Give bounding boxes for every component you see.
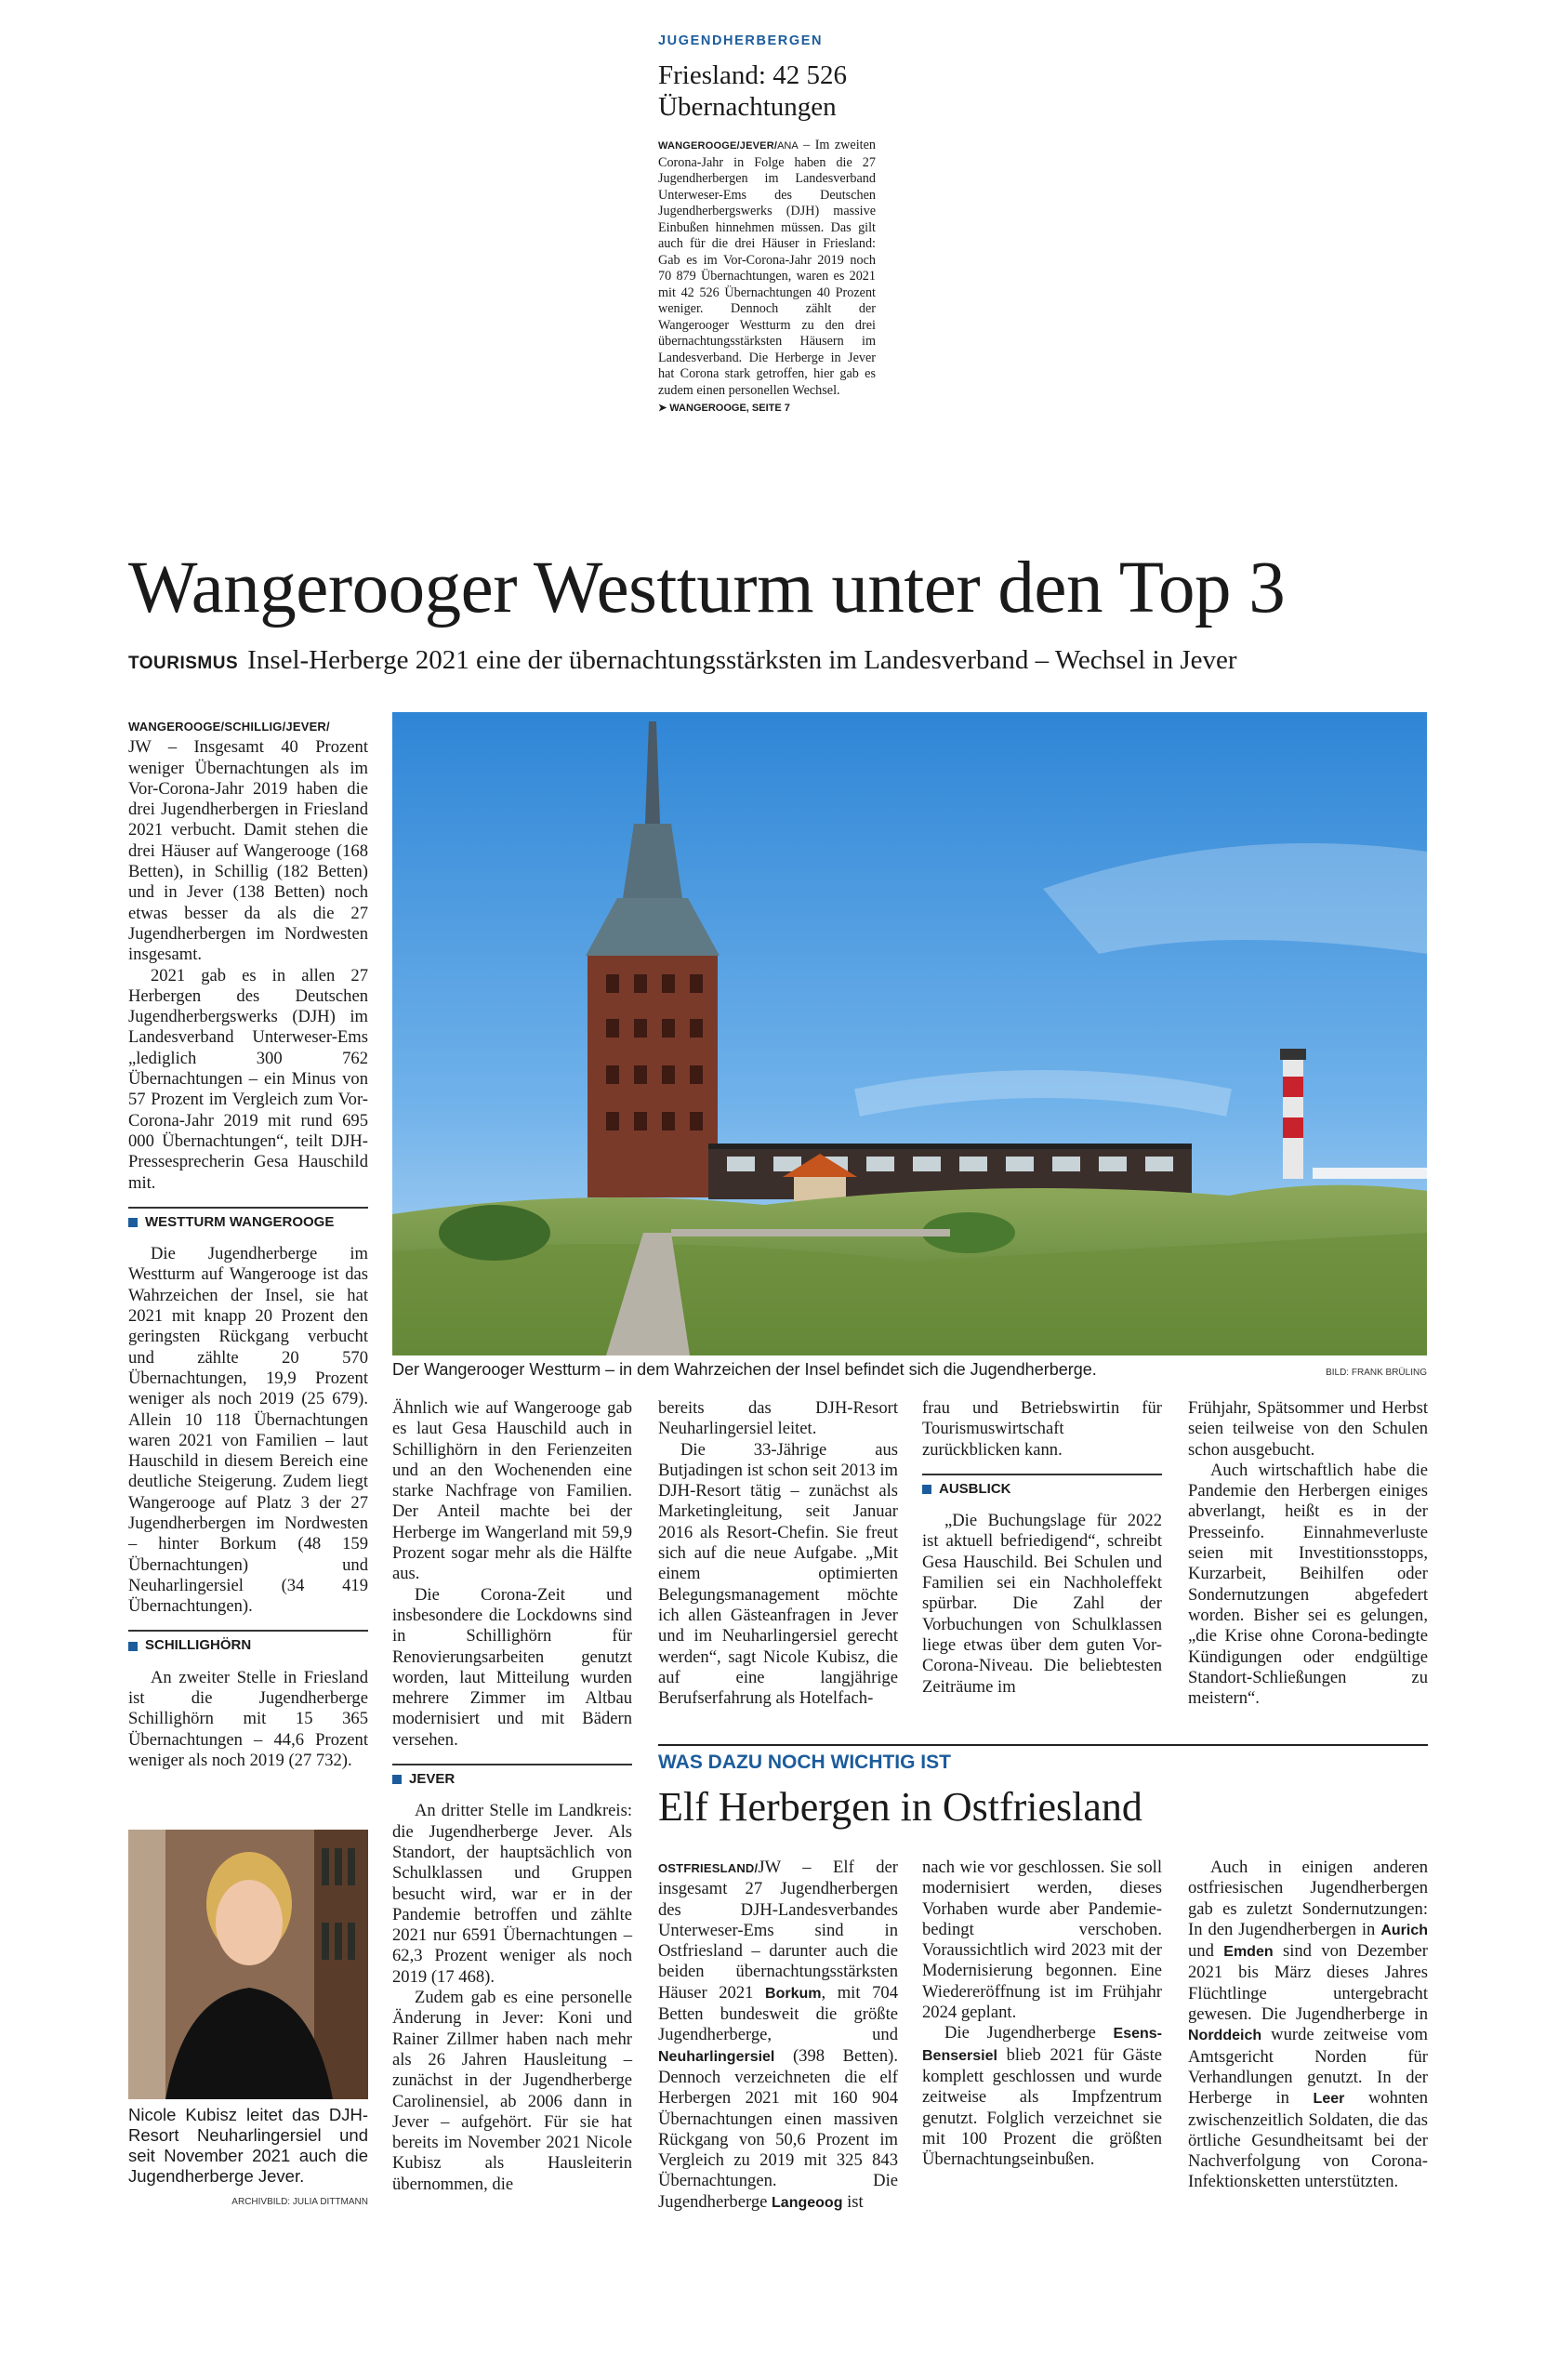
highlight-emden: Emden bbox=[1223, 1944, 1274, 1961]
portrait-credit: ARCHIVBILD: JULIA DITTMANN bbox=[231, 2197, 368, 2207]
main-paragraph-2: 2021 gab es in allen 27 Herbergen des Deutschen Jugendherbergswerks (DJH) im Landesverband Unterweser-Ems „lediglich 300 762 Übernachtungen – ein Minus von 57 Prozent im Vergleich zum Vor-Corona-Jahr 2019 mit rund 695 000 Übernachtungen“, teilt DJH-Pressesprecherin Gesa Hauschild mit. bbox=[128, 965, 368, 1193]
westturm-illustration bbox=[392, 712, 1427, 1355]
teaser-text: Im zweiten Corona-Jahr in Folge haben die 27 Jugendherbergen im Landesverband Unterweser-Ems des Deutschen Jugendherbergswerks (DJH) massive Einbußen hinnehmen müssen. Das gilt auch für die drei Häuser in Friesland: Gab es im Vor-Corona-Jahr 2019 noch 70 879 Übernachtungen, waren es 2021 mit 42 526 Übernachtungen 40 Prozent weniger. Dennoch zählt der Wangerooger Westturm zu den drei übernachtungsstärksten Häusern im Landesverband. Die Herberge in Jever hat Corona stark getroffen, hier gab es zudem einen personellen Wechsel. bbox=[658, 138, 876, 398]
teaser-reference[interactable]: ➤ WANGEROOGE, SEITE 7 bbox=[658, 403, 790, 414]
main-paragraph-3: Die Jugendherberge im Westturm auf Wangerooge ist das Wahrzeichen der Insel, sie hat 2021 mit knapp 20 Prozent den geringsten Rückgang verbucht und zählte 20 570 Übernachtungen, 19,9 Prozent weniger als noch 2019 (25 679). Allein 10 118 Übernachtungen waren 2021 von Familien – laut Hauschild in diesem Bereich eine deutliche Steigerung. Zudem liegt Wangerooge auf Platz 3 der 27 Jugendherbergen im Nordwesten – hinter Borkum (48 159 Übernachtungen) und Neuharlingersiel (34 419 Übernachtungen). bbox=[128, 1244, 368, 1617]
col2-paragraph-1: Ähnlich wie auf Wangerooge gab es laut Gesa Hauschild auch in Schillighörn in den Ferienzeiten und an den Wochenenden eine starke Nachfrage von Familien. Der Anteil machte bei der Herberge im Wangerland mit 59,9 Prozent sogar mehr als die Hälfte aus. bbox=[392, 1398, 632, 1584]
highlight-langeoog: Langeoog bbox=[772, 2194, 843, 2211]
portrait-illustration bbox=[128, 1830, 368, 2099]
photo-caption: Der Wangerooger Westturm – in dem Wahrzeichen der Insel befindet sich die Jugendherberge. bbox=[392, 1360, 1097, 1379]
subheadline bbox=[128, 645, 1430, 676]
col5-paragraph-2: Auch wirtschaftlich habe die Pandemie den Herbergen einiges abverlangt, heißt es in der Presseinfo. Einnahmeverluste seien mit Investitionsstopps, Kurzarbeit, Beihilfen oder Sondernutzungen abgefedert worden. Bisher sei es gelungen, „die Krise ohne Corona-bedingte Kündigungen oder endgültige Standort-Schließungen zu meistern“. bbox=[1188, 1460, 1428, 1709]
main-paragraph-4: An zweiter Stelle in Friesland ist die Jugendherberge Schillighörn mit 15 365 Übernachtungen – 44,6 Prozent weniger als noch 2019 (27 732). bbox=[128, 1667, 368, 1770]
column-5 bbox=[1188, 1398, 1428, 1709]
subhead-text: Insel-Herberge 2021 eine der übernachtungsstärksten im Landesverband – Wechsel in Jever bbox=[247, 645, 1237, 675]
column-2 bbox=[392, 1398, 632, 2195]
column-4 bbox=[922, 1398, 1162, 1698]
side-headline: Elf Herbergen in Ostfriesland bbox=[658, 1784, 1142, 1830]
col2-paragraph-3: An dritter Stelle im Landkreis: die Jugendherberge Jever. Als Standort, der hauptsächlich von Schulklassen und Gruppen besucht wird, war er in der Pandemie betroffen und zählte 2021 nur 6591 Übernachtungen – 62,3 Prozent weniger als noch 2019 (17 468). bbox=[392, 1801, 632, 1987]
square-bullet-icon bbox=[922, 1485, 931, 1494]
column-3 bbox=[658, 1398, 898, 1709]
portrait-photo bbox=[128, 1830, 368, 2099]
col2-paragraph-4: Zudem gab es eine personelle Änderung in Jever: Koni und Rainer Zillmer haben nach mehr als 26 Jahren Hausleitung – zunächst in der Jugendherberge Carolinensiel, ab 2006 dann in Jever – aufgehört. Für sie hat bereits im November 2021 Nicole Kubisz als Hausleiterin übernommen, die bbox=[392, 1988, 632, 2194]
col5-paragraph-1: Frühjahr, Spätsommer und Herbst seien teilweise von den Schulen schon ausgebucht. bbox=[1188, 1398, 1428, 1460]
square-bullet-icon bbox=[128, 1218, 138, 1227]
side-column-3: Auch in einigen anderen ostfriesischen Jugendherbergen gab es zuletzt Sondernutzungen: In den Jugendherbergen in Aurich und Emden sind von Dezember 2021 bis März dieses Jahres Flüchtlinge untergebracht gewesen. Die Jugendherberge in Norddeich wurde zeitweise vom Amtsgericht Norden für Verhandlungen genutzt. In der Herberge in Leer wohnten zwischenzeitlich Soldaten, die das örtliche Gesundheitsamt bei der Nachverfolgung von Corona-Infektionsketten unterstützten. bbox=[1188, 1858, 1428, 2192]
main-headline: Wangerooger Westturm unter den Top 3 bbox=[128, 548, 1286, 628]
col3-paragraph-1: bereits das DJH-Resort Neuharlingersiel leitet. bbox=[658, 1398, 898, 1439]
highlight-borkum: Borkum bbox=[765, 1985, 822, 2002]
arrow-right-icon: ➤ bbox=[658, 403, 667, 414]
side-column-2: nach wie vor geschlossen. Sie soll modernisiert werden, dieses Vorhaben wurde aber Pandemie-bedingt verschoben. Voraussichtlich wird 2023 mit der Modernisierung begonnen. Eine Wiedereröffnung ist im Frühjahr 2024 geplant. Die Jugendherberge Esens-Bensersiel blieb 2021 für Gäste komplett geschlossen und wurde zeitweise als Impfzentrum genutzt. Folglich verzeichnet sie mit 100 Prozent die größten Übernachtungseinbußen. bbox=[922, 1858, 1162, 2170]
col2-paragraph-2: Die Corona-Zeit und insbesondere die Lockdowns sind in Schillighörn für Renovierungsarbeiten genutzt worden, laut Mitteilung wurden mehrere Zimmer im Altbau modernisiert und mit Bädern versehen. bbox=[392, 1584, 632, 1750]
square-bullet-icon bbox=[392, 1775, 402, 1784]
topic-label: TOURISMUS bbox=[128, 654, 239, 673]
photo-caption-row bbox=[392, 1359, 1427, 1380]
square-bullet-icon bbox=[128, 1642, 138, 1651]
subhead-schillighoern: SCHILLIGHÖRN bbox=[128, 1630, 368, 1656]
teaser bbox=[658, 33, 876, 414]
westturm-photo bbox=[392, 712, 1427, 1355]
photo-credit: BILD: FRANK BRÜLING bbox=[1326, 1368, 1427, 1378]
portrait-caption: Nicole Kubisz leitet das DJH-Resort Neuharlingersiel und seit November 2021 auch die Jugendherberge Jever. ARCHIVBILD: JULIA DITTMANN bbox=[128, 2105, 368, 2213]
subhead-jever: JEVER bbox=[392, 1764, 632, 1790]
main-dateline: WANGEROOGE/SCHILLIG/JEVER/ bbox=[128, 720, 330, 734]
highlight-esens: Esens-Bensersiel bbox=[922, 2026, 1162, 2064]
highlight-norddeich: Norddeich bbox=[1188, 2028, 1262, 2044]
teaser-kicker: JUGENDHERBERGEN bbox=[658, 33, 824, 48]
subhead-westturm: WESTTURM WANGEROOGE bbox=[128, 1207, 368, 1233]
main-paragraph-1: JW – Insgesamt 40 Prozent weniger Übernachtungen als im Vor-Corona-Jahr 2019 haben die drei Jugendherbergen in Friesland 2021 verbucht. Damit stehen die drei Häuser auf Wangerooge (168 Betten), in Schillig (182 Betten) und in Jever (138 Betten) noch etwas besser da als die 27 Jugendherbergen im Nordwesten insgesamt. bbox=[128, 737, 368, 965]
column-1 bbox=[128, 716, 368, 1771]
col4-paragraph-1: frau und Betriebswirtin für Tourismuswirtschaft zurückblicken kann. bbox=[922, 1398, 1162, 1460]
highlight-neuharlingersiel: Neuharlingersiel bbox=[658, 2048, 775, 2065]
teaser-headline: Friesland: 42 526 Übernachtungen bbox=[658, 60, 847, 122]
teaser-body: WANGEROOGE/JEVER/ANA – Im zweiten Corona-Jahr in Folge haben die 27 Jugendherbergen im Landesverband Unterweser-Ems des Deutschen Jugendherbergswerks (DJH) massive Einbußen hinnehmen müssen. Das gilt auch für die drei Häuser in Friesland: Gab es im Vor-Corona-Jahr 2019 noch 70 879 Übernachtungen, waren es 2021 mit 42 526 Übernachtungen 40 Prozent weniger. Dennoch zählt der Wangerooger Westturm zu den drei übernachtungsstärksten Häusern im Landesverband. Die Herberge in Jever hat Corona stark getroffen, hier gab es zudem einen personellen Wechsel. bbox=[658, 138, 876, 398]
col3-paragraph-2: Die 33-Jährige aus Butjadingen ist schon seit 2013 im DJH-Resort tätig – zunächst als Marketingleitung, seit Januar 2016 als Resort-Chefin. Sie freut sich auf die neue Aufgabe. „Mit einem optimierten Belegungsmanagement möchte ich allen Gästeanfragen in Jever und im Neuharlingersiel gerecht werden“, sagt Nicole Kubisz, die auf eine langjährige Berufserfahrung als Hotelfach- bbox=[658, 1439, 898, 1709]
side-dateline: OSTFRIESLAND/ bbox=[658, 1861, 759, 1875]
teaser-dateline: WANGEROOGE/JEVER/ bbox=[658, 140, 778, 152]
highlight-leer: Leer bbox=[1313, 2091, 1345, 2108]
subhead-ausblick: AUSBLICK bbox=[922, 1474, 1162, 1500]
side-kicker: WAS DAZU NOCH WICHTIG IST bbox=[658, 1752, 951, 1773]
side-article-rule bbox=[658, 1744, 1428, 1746]
side-column-1: OSTFRIESLAND/JW – Elf der insgesamt 27 Jugendherbergen des DJH-Landesverbandes Unterweser-Ems sind in Ostfriesland – darunter auch die beiden übernachtungsstärksten Häuser 2021 Borkum, mit 704 Betten bundesweit die größte Jugendherberge, und Neuharlingersiel (398 Betten). Dennoch verzeichneten die elf Herbergen 2021 mit 160 904 Übernachtungen einen massiven Rückgang von 50,6 Prozent im Vergleich zu 2019 mit 325 843 Übernachtungen. Die Jugendherberge Langeoog ist bbox=[658, 1858, 898, 2212]
highlight-aurich: Aurich bbox=[1380, 1922, 1428, 1938]
teaser-author: ANA bbox=[777, 140, 799, 152]
col4-paragraph-2: „Die Buchungslage für 2022 ist aktuell befriedigend“, schreibt Gesa Hauschild. Bei Schulen und Familien sei ein Nachholeffekt spürbar. Die Zahl der Vorbuchungen von Schulklassen liege etwas über dem guten Vor-Corona-Niveau. Die beliebtesten Zeiträume im bbox=[922, 1511, 1162, 1697]
